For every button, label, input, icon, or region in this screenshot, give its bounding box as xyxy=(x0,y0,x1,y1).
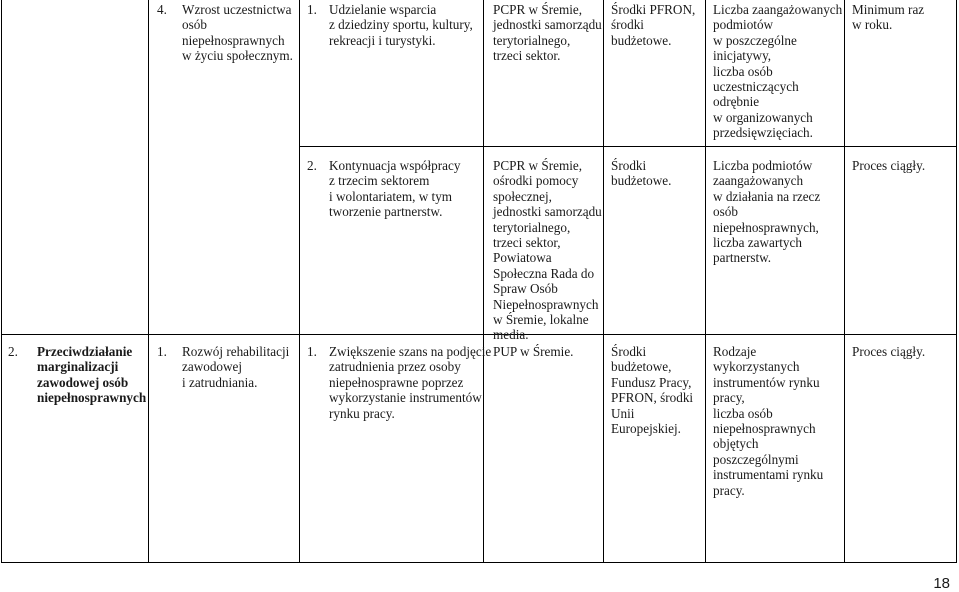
row3-goal-number: 1. xyxy=(157,344,167,359)
row3-funding: Środki budżetowe, Fundusz Pracy, PFRON, środki Unii Europejskiej. xyxy=(611,344,694,437)
row3-implementers: PUP w Śremie. xyxy=(493,344,574,359)
row1-task-number: 1. xyxy=(307,2,317,17)
row3-goal-label: Rozwój rehabilitacji zawodowej i zatrudniania. xyxy=(182,344,290,390)
row3-area-number: 2. xyxy=(8,344,18,359)
row2-task-label: Kontynuacja współpracy z trzecim sektorem i wolontariatem, w tym tworzenie partnerstw. xyxy=(329,158,461,220)
row3-area-label: Przeciwdziałanie marginalizacji zawodowej osób niepełnosprawnych xyxy=(37,344,147,406)
row1-goal-label: Wzrost uczestnictwa osób niepełnosprawnych w życiu społecznym. xyxy=(182,2,293,64)
row1-goal-number: 4. xyxy=(157,2,167,17)
row3-task-number: 1. xyxy=(307,344,317,359)
row1-indicators: Liczba zaangażowanych podmiotów w poszczególne inicjatywy, liczba osób uczestniczących odrębnie w organizowanych przedsięwzięciach. xyxy=(713,2,843,141)
page-number: 18 xyxy=(933,575,950,592)
row1-task-label: Udzielanie wsparcia z dziedziny sportu, kultury, rekreacji i turystyki. xyxy=(329,2,473,48)
row1-implementers: PCPR w Śremie, jednostki samorządu terytorialnego, trzeci sektor. xyxy=(493,2,602,64)
row1-funding: Środki PFRON, środki budżetowe. xyxy=(611,2,696,48)
row3-task-label: Zwiększenie szans na podjęcie zatrudnienia przez osoby niepełnosprawne poprzez wykorzystanie instrumentów rynku pracy. xyxy=(329,344,492,421)
row2-timeline: Proces ciągły. xyxy=(852,158,926,173)
row2-task-number: 2. xyxy=(307,158,317,173)
row2-funding: Środki budżetowe. xyxy=(611,158,672,189)
row3-indicators: Rodzaje wykorzystanych instrumentów rynku pracy, liczba osób niepełnosprawnych objętych poszczególnymi instrumentami rynku pracy. xyxy=(713,344,824,498)
row2-implementers: PCPR w Śremie, ośrodki pomocy społecznej, jednostki samorządu terytorialnego, trzeci sektor, Powiatowa Społeczna Rada do Spraw Osób Niepełnosprawnych w Śremie, lokalne media. xyxy=(493,158,602,343)
row3-timeline: Proces ciągły. xyxy=(852,344,926,359)
row1-timeline: Minimum raz w roku. xyxy=(852,2,925,33)
row2-indicators: Liczba podmiotów zaangażowanych w działania na rzecz osób niepełnosprawnych, liczba zawartych partnerstw. xyxy=(713,158,821,266)
